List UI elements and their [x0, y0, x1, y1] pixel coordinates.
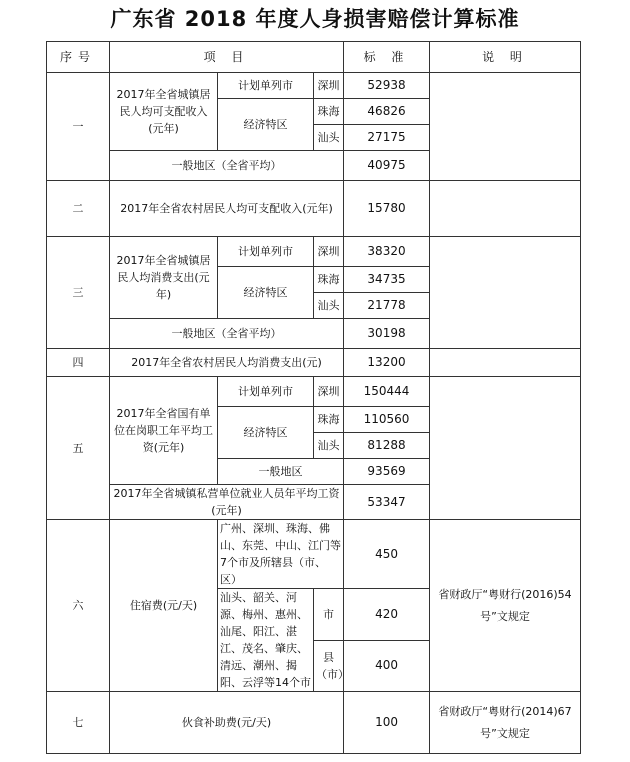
- page-title: 广东省 2018 年度人身损害赔偿计算标准: [110, 7, 520, 31]
- city-label: 深圳: [314, 237, 344, 267]
- value-cell: 15780: [344, 181, 430, 237]
- table-row: [47, 73, 581, 99]
- note-cell: [430, 73, 581, 181]
- city-label: 深圳: [314, 377, 344, 407]
- table-row: [47, 377, 581, 407]
- value-cell: 46826: [344, 99, 430, 125]
- value-cell: 13200: [344, 349, 430, 377]
- value-cell: 53347: [344, 485, 430, 520]
- city-label: 市: [314, 589, 344, 641]
- general-label: 一般地区（全省平均）: [110, 319, 344, 349]
- value-cell: 110560: [344, 407, 430, 433]
- general-label: 一般地区（全省平均）: [110, 151, 344, 181]
- value-cell: 52938: [344, 73, 430, 99]
- city-label: 珠海: [314, 99, 344, 125]
- sez-label: 经济特区: [218, 267, 314, 319]
- value-cell: 420: [344, 589, 430, 641]
- seq-cell: 六: [47, 520, 110, 692]
- note-cell: 省财政厅“粤财行(2016)54号”文规定: [430, 520, 581, 692]
- county-label: 县（市）: [314, 640, 344, 692]
- value-cell: 38320: [344, 237, 430, 267]
- value-cell: 34735: [344, 267, 430, 293]
- seq-cell: 三: [47, 237, 110, 349]
- table-row: [47, 520, 581, 589]
- city-label: 汕头: [314, 293, 344, 319]
- region-group-a: 广州、深圳、珠海、佛山、东莞、中山、江门等7个市及所辖县（市、区）: [218, 520, 344, 589]
- note-cell: [430, 349, 581, 377]
- item-cell: 2017年全省城镇私营单位就业人员年平均工资(元年): [110, 485, 344, 520]
- region-group-b: 汕头、韶关、河源、梅州、惠州、汕尾、阳江、湛江、茂名、肇庆、清远、潮州、揭阳、云浮等14个市: [218, 589, 314, 692]
- note-cell: 省财政厅“粤财行(2014)67号”文规定: [430, 692, 581, 754]
- value-cell: 450: [344, 520, 430, 589]
- table-row: [47, 692, 581, 754]
- compensation-standards-table: [46, 41, 581, 754]
- table-row: [47, 237, 581, 267]
- header-seq: 序号: [47, 42, 110, 73]
- table-row: [47, 349, 581, 377]
- item-cell: 2017年全省农村居民人均可支配收入(元年): [110, 181, 344, 237]
- seq-cell: 七: [47, 692, 110, 754]
- seq-cell: 五: [47, 377, 110, 520]
- item-cell: 2017年全省国有单位在岗职工年平均工资(元年): [110, 377, 218, 485]
- general-label: 一般地区: [218, 459, 344, 485]
- item-cell: 2017年全省农村居民人均消费支出(元): [110, 349, 344, 377]
- value-cell: 30198: [344, 319, 430, 349]
- value-cell: 150444: [344, 377, 430, 407]
- plan-city-label: 计划单列市: [218, 73, 314, 99]
- city-label: 珠海: [314, 407, 344, 433]
- value-cell: 27175: [344, 125, 430, 151]
- header-item: 项 目: [110, 42, 344, 73]
- seq-cell: 一: [47, 73, 110, 181]
- sez-label: 经济特区: [218, 99, 314, 151]
- item-cell: 2017年全省城镇居民人均消费支出(元年): [110, 237, 218, 319]
- value-cell: 81288: [344, 433, 430, 459]
- seq-cell: 四: [47, 349, 110, 377]
- item-cell: 伙食补助费(元/天): [110, 692, 344, 754]
- note-cell: [430, 181, 581, 237]
- table-row: [47, 181, 581, 237]
- plan-city-label: 计划单列市: [218, 377, 314, 407]
- value-cell: 21778: [344, 293, 430, 319]
- item-cell: 住宿费(元/天): [110, 520, 218, 692]
- note-cell: [430, 377, 581, 520]
- header-standard: 标 准: [344, 42, 430, 73]
- item-cell: 2017年全省城镇居民人均可支配收入(元年): [110, 73, 218, 151]
- seq-cell: 二: [47, 181, 110, 237]
- note-cell: [430, 237, 581, 349]
- plan-city-label: 计划单列市: [218, 237, 314, 267]
- value-cell: 40975: [344, 151, 430, 181]
- city-label: 深圳: [314, 73, 344, 99]
- city-label: 汕头: [314, 433, 344, 459]
- value-cell: 100: [344, 692, 430, 754]
- city-label: 珠海: [314, 267, 344, 293]
- value-cell: 93569: [344, 459, 430, 485]
- sez-label: 经济特区: [218, 407, 314, 459]
- value-cell: 400: [344, 640, 430, 692]
- header-note: 说 明: [430, 42, 581, 73]
- city-label: 汕头: [314, 125, 344, 151]
